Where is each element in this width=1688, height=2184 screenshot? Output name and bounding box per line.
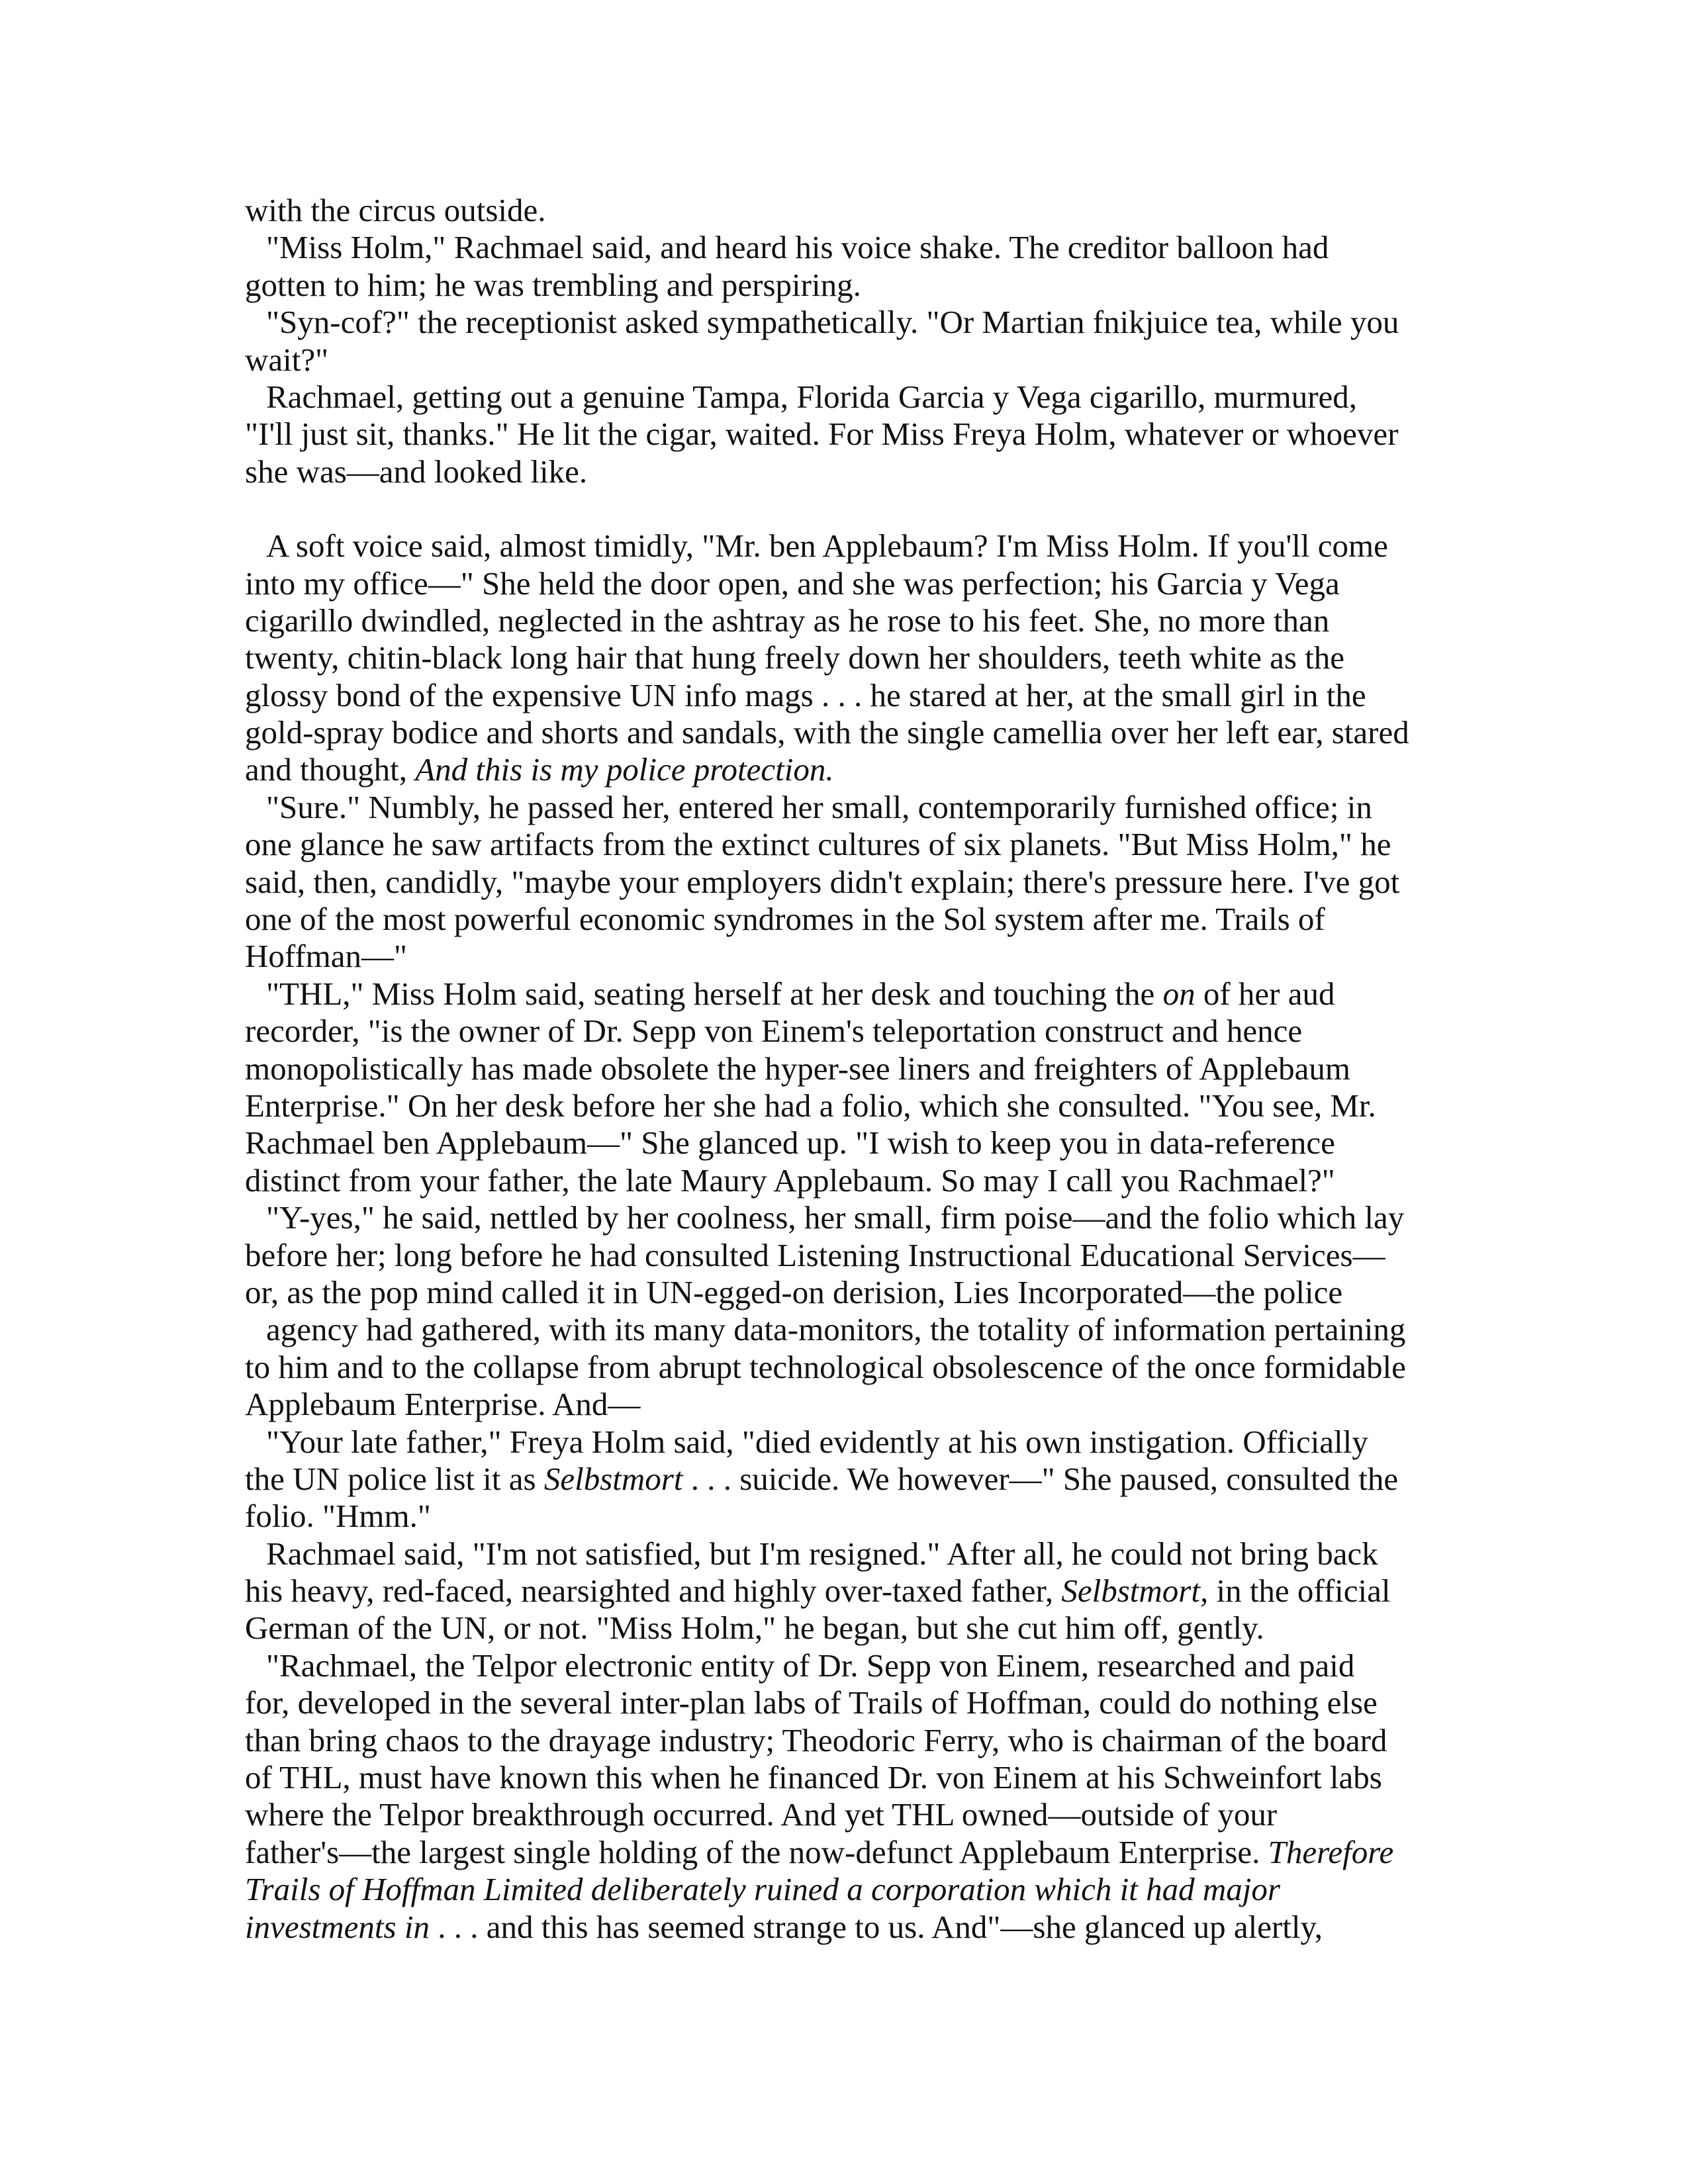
- line-text: "Miss Holm," Rachmael said, and heard his voice shake. The creditor balloon had: [266, 229, 1329, 266]
- line-text: gotten to him; he was trembling and perspiring.: [245, 266, 861, 303]
- line-text: for, developed in the several inter-plan labs of Trails of Hoffman, could do nothing else: [245, 1684, 1378, 1721]
- line-text: of THL, must have known this when he financed Dr. von Einem at his Schweinfort labs: [245, 1759, 1382, 1796]
- line-italic-text: on: [1162, 975, 1196, 1012]
- line-text: "I'll just sit, thanks." He lit the cigar, waited. For Miss Freya Holm, whatever or whoever: [245, 416, 1399, 453]
- line-text: "Y-yes," he said, nettled by her coolness, her small, firm poise—and the folio which lay: [266, 1199, 1405, 1236]
- text-line: [245, 1013, 1436, 1050]
- text-line: [245, 1535, 1436, 1572]
- line-text-after: in the official: [1208, 1572, 1391, 1610]
- line-text: one of the most powerful economic syndromes in the Sol system after me. Trails of: [245, 901, 1325, 938]
- text-line: [245, 453, 1436, 490]
- line-text: into my office—" She held the door open, and she was perfection; his Garcia y Vega: [245, 565, 1340, 602]
- text-line: [245, 1199, 1436, 1236]
- line-text: German of the UN, or not. "Miss Holm," he began, but she cut him off, gently.: [245, 1610, 1264, 1647]
- text-line: [245, 527, 1436, 565]
- text-line: [245, 267, 1436, 304]
- text-line: [245, 1647, 1436, 1684]
- line-text-after: . . . suicide. We however—" She paused, consulted the: [682, 1460, 1399, 1497]
- text-line: [245, 826, 1436, 863]
- text-line: [245, 1572, 1436, 1610]
- text-line: [245, 304, 1436, 341]
- text-line: [245, 1274, 1436, 1311]
- line-text: "Syn-cof?" the receptionist asked sympathetically. "Or Martian fnikjuice tea, while you: [266, 304, 1399, 341]
- line-text: distinct from your father, the late Maury Applebaum. So may I call you Rachmael?": [245, 1161, 1335, 1199]
- line-italic-text: Therefore: [1268, 1833, 1394, 1870]
- text-line: [245, 341, 1436, 379]
- line-text: recorder, "is the owner of Dr. Sepp von Einem's teleportation construct and hence: [245, 1013, 1303, 1050]
- text-line: [245, 379, 1436, 416]
- text-line: [245, 938, 1436, 975]
- text-line: [245, 416, 1436, 453]
- line-text: "Rachmael, the Telpor electronic entity of Dr. Sepp von Einem, researched and paid: [266, 1647, 1355, 1684]
- line-text: Hoffman—": [245, 938, 407, 975]
- text-line: [245, 1610, 1436, 1647]
- text-line: [245, 1386, 1436, 1423]
- text-line: [245, 1087, 1436, 1124]
- line-text: Enterprise." On her desk before her she had a folio, which she consulted. "You see, Mr.: [245, 1087, 1376, 1124]
- text-line: [245, 864, 1436, 901]
- line-text: wait?": [245, 341, 329, 378]
- text-line: [245, 229, 1436, 266]
- line-text: "Your late father," Freya Holm said, "died evidently at his own instigation. Officially: [266, 1423, 1368, 1460]
- line-text: Rachmael said, "I'm not satisfied, but I'm resigned." After all, he could not bring back: [266, 1535, 1378, 1572]
- line-text: said, then, candidly, "maybe your employers didn't explain; there's pressure here. I've got: [245, 863, 1400, 900]
- paragraph-break: [245, 490, 1436, 527]
- text-line: [245, 1237, 1436, 1274]
- line-text: one glance he saw artifacts from the extinct cultures of six planets. "But Miss Holm," he: [245, 826, 1391, 863]
- text-line: [245, 1424, 1436, 1461]
- line-text: agency had gathered, with its many data-monitors, the totality of information pertaining: [266, 1311, 1406, 1348]
- line-text: and thought,: [245, 751, 416, 788]
- line-text: Rachmael, getting out a genuine Tampa, Florida Garcia y Vega cigarillo, murmured,: [266, 378, 1358, 415]
- line-text: father's—the largest single holding of the now-defunct Applebaum Enterprise.: [245, 1833, 1268, 1870]
- line-text: than bring chaos to the drayage industry; Theodoric Ferry, who is chairman of the board: [245, 1721, 1387, 1758]
- text-line: [245, 1050, 1436, 1087]
- book-page: [245, 192, 1436, 1946]
- text-line: [245, 1461, 1436, 1498]
- text-line: [245, 1349, 1436, 1386]
- line-italic-text: And this is my police protection.: [415, 751, 834, 788]
- line-text: folio. "Hmm.": [245, 1498, 431, 1535]
- text-line: [245, 1311, 1436, 1348]
- line-italic-text: Trails of Hoffman Limited deliberately ruined a corporation which it had major: [245, 1871, 1280, 1908]
- line-text: Applebaum Enterprise. And—: [245, 1386, 641, 1423]
- line-text: the UN police list it as: [245, 1460, 544, 1497]
- line-italic-text: Selbstmort,: [1061, 1572, 1209, 1610]
- text-line: [245, 639, 1436, 676]
- text-line: [245, 1871, 1436, 1908]
- line-text-after: of her aud: [1195, 975, 1335, 1012]
- line-text: his heavy, red-faced, nearsighted and highly over-taxed father,: [245, 1572, 1062, 1610]
- text-line: [245, 901, 1436, 938]
- line-text: glossy bond of the expensive UN info mags . . . he stared at her, at the small girl in the: [245, 676, 1366, 713]
- line-text: Rachmael ben Applebaum—" She glanced up. "I wish to keep you in data-reference: [245, 1124, 1335, 1161]
- text-line: [245, 1909, 1436, 1946]
- text-line: [245, 1124, 1436, 1161]
- text-line: [245, 677, 1436, 714]
- text-line: [245, 192, 1436, 229]
- text-line: [245, 976, 1436, 1013]
- line-text: or, as the pop mind called it in UN-egged-on derision, Lies Incorporated—the police: [245, 1273, 1343, 1310]
- line-text: "Sure." Numbly, he passed her, entered her small, contemporarily furnished office; in: [266, 788, 1372, 825]
- line-italic-text: investments in: [245, 1908, 430, 1945]
- text-line: [245, 1796, 1436, 1833]
- line-text: twenty, chitin-black long hair that hung freely down her shoulders, teeth white as the: [245, 639, 1344, 676]
- text-line: [245, 565, 1436, 602]
- line-text: she was—and looked like.: [245, 453, 588, 490]
- line-text: "THL," Miss Holm said, seating herself at her desk and touching the: [266, 975, 1163, 1012]
- text-block-2: [245, 527, 1436, 1946]
- text-line: [245, 1759, 1436, 1796]
- line-text: gold-spray bodice and shorts and sandals, with the single camellia over her left ear, stared: [245, 714, 1409, 751]
- line-italic-text: Selbstmort: [543, 1460, 683, 1497]
- text-block-1: [245, 192, 1436, 490]
- line-text: A soft voice said, almost timidly, "Mr. ben Applebaum? I'm Miss Holm. If you'll come: [266, 527, 1388, 565]
- text-line: [245, 602, 1436, 639]
- line-text-after: . . . and this has seemed strange to us. And"—she glanced up alertly,: [429, 1908, 1323, 1945]
- line-text: where the Telpor breakthrough occurred. And yet THL owned—outside of your: [245, 1796, 1278, 1833]
- text-line: [245, 1162, 1436, 1199]
- text-line: [245, 714, 1436, 751]
- line-text: with the circus outside.: [245, 192, 546, 228]
- line-text: cigarillo dwindled, neglected in the ashtray as he rose to his feet. She, no more than: [245, 602, 1330, 639]
- text-line: [245, 1498, 1436, 1535]
- text-line: [245, 789, 1436, 826]
- line-text: to him and to the collapse from abrupt technological obsolescence of the once formidable: [245, 1348, 1406, 1385]
- text-line: [245, 1684, 1436, 1721]
- line-text: monopolistically has made obsolete the hyper-see liners and freighters of Applebaum: [245, 1050, 1350, 1087]
- text-line: [245, 1834, 1436, 1871]
- text-line: [245, 751, 1436, 788]
- text-line: [245, 1722, 1436, 1759]
- line-text: before her; long before he had consulted Listening Instructional Educational Services—: [245, 1236, 1385, 1273]
